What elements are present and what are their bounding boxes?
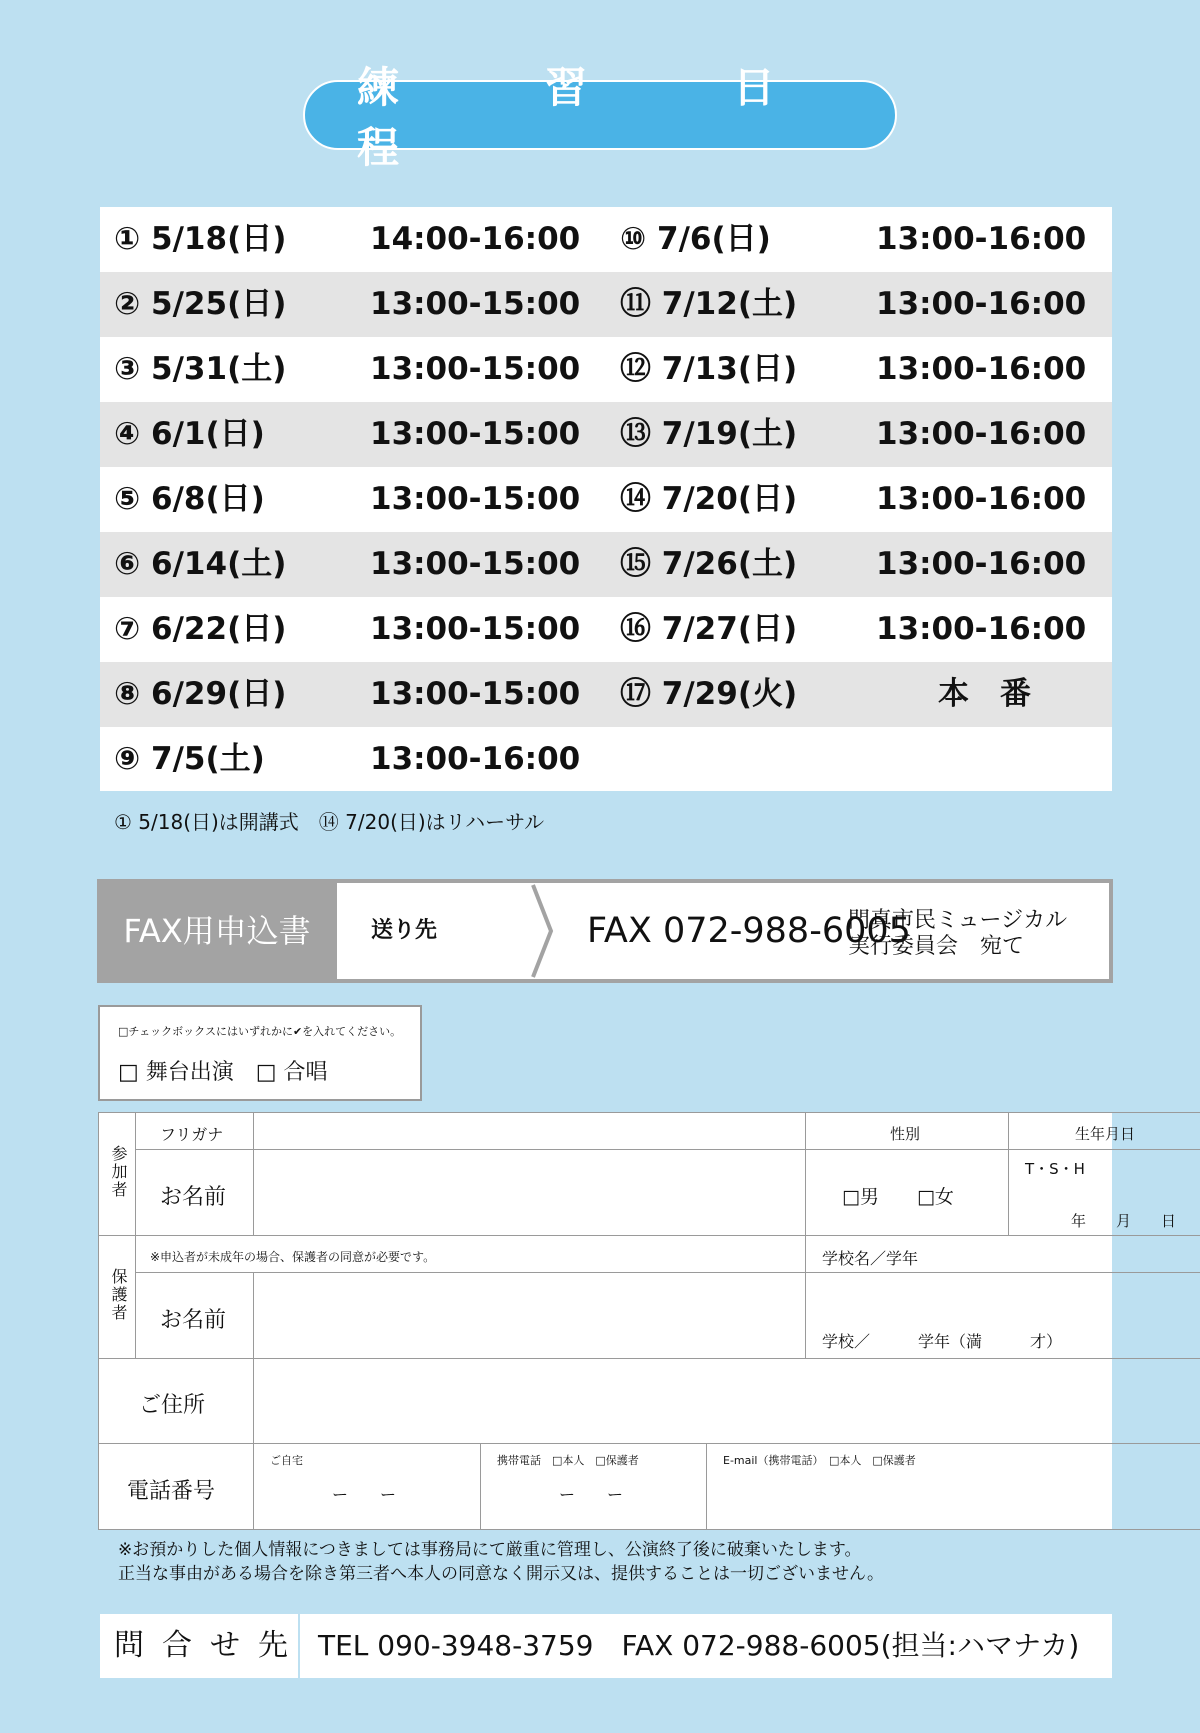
- birthdate-label-cell: [1008, 1112, 1200, 1150]
- guardian-name-label: お名前: [160, 1308, 227, 1333]
- schedule-table: [100, 207, 1112, 791]
- session-time: 13:00-15:00: [370, 481, 581, 517]
- schedule-row: [100, 662, 1112, 727]
- session-time: 13:00-16:00: [876, 221, 1087, 257]
- session-date: ① 5/18(日): [114, 221, 287, 257]
- phone-label: 電話番号: [127, 1479, 216, 1504]
- gender-field[interactable]: [805, 1149, 1009, 1236]
- session-date: ⑥ 6/14(土): [114, 546, 287, 582]
- name-label-cell: [135, 1149, 254, 1236]
- birthdate-label: 生年月日: [1075, 1125, 1136, 1143]
- session-time: 13:00-15:00: [370, 286, 581, 322]
- guardian-name-field[interactable]: [253, 1272, 806, 1359]
- birthdate-field[interactable]: [1008, 1149, 1200, 1236]
- performance-label: 本 番: [938, 676, 1031, 712]
- fax-destination-line: 門真市民ミュージカル: [848, 908, 1068, 933]
- guardian-note-cell: [135, 1235, 806, 1273]
- guardian-note: ※申込者が未成年の場合、保護者の同意が必要です。: [150, 1250, 436, 1264]
- session-time: 13:00-15:00: [370, 416, 581, 452]
- schedule-row: [100, 467, 1112, 532]
- page-title: 練 習 日 程: [303, 80, 897, 150]
- schedule-row: [100, 402, 1112, 467]
- session-time: 13:00-15:00: [370, 546, 581, 582]
- address-field[interactable]: [253, 1358, 1200, 1444]
- participant-section-label: [98, 1112, 136, 1236]
- contact-label: 問合せ先: [100, 1614, 300, 1678]
- session-time: 13:00-15:00: [370, 676, 581, 712]
- guardian-section-label: [98, 1235, 136, 1359]
- schedule-row: [100, 337, 1112, 402]
- school-field[interactable]: [805, 1272, 1200, 1359]
- furigana-field[interactable]: [253, 1112, 806, 1150]
- mobile-phone-field[interactable]: [480, 1443, 707, 1530]
- guardian-label: 保護者: [109, 1268, 128, 1322]
- schedule-row: [100, 532, 1112, 597]
- send-to-label: 送り先: [370, 918, 437, 943]
- fax-destination: [848, 908, 1067, 960]
- email-field[interactable]: [706, 1443, 1200, 1530]
- session-date: ⑭ 7/20(日): [620, 481, 798, 517]
- privacy-line: 正当な事由がある場合を除き第三者へ本人の同意なく開示又は、提供することは一切ございません。: [118, 1564, 885, 1584]
- address-label: ご住所: [139, 1393, 206, 1418]
- furigana-label-cell: [135, 1112, 254, 1150]
- checkbox-instruction: □チェックボックスにはいずれかに✔を入れてください。: [118, 1025, 402, 1038]
- phone-label-cell: [98, 1443, 254, 1530]
- privacy-line: ※お預かりした個人情報につきましては事務局にて厳重に管理し、公演終了後に破棄いたします。: [118, 1540, 862, 1560]
- session-time: 14:00-16:00: [370, 221, 581, 257]
- fax-destination-line: 実行委員会 宛て: [848, 934, 1025, 959]
- participation-options[interactable]: □ 舞台出演 □ 合唱: [118, 1060, 328, 1085]
- fax-number: FAX 072-988-6005: [587, 911, 911, 951]
- session-time: 13:00-16:00: [876, 416, 1087, 452]
- session-date: ⑯ 7/27(日): [620, 611, 798, 647]
- chevron-right-icon: [531, 883, 555, 979]
- session-time: 13:00-16:00: [876, 351, 1087, 387]
- participant-name-field[interactable]: [253, 1149, 806, 1236]
- gender-label: 性別: [890, 1125, 921, 1143]
- home-phone-dashes: ー ー: [332, 1485, 397, 1504]
- session-time: 13:00-16:00: [876, 481, 1087, 517]
- privacy-notice: [118, 1538, 884, 1586]
- name-label: お名前: [160, 1185, 227, 1210]
- address-label-cell: [98, 1358, 254, 1444]
- session-time: 13:00-15:00: [370, 611, 581, 647]
- session-date: ⑰ 7/29(火): [620, 676, 798, 712]
- session-time: 13:00-16:00: [876, 611, 1087, 647]
- schedule-row: [100, 272, 1112, 337]
- schedule-row: [100, 727, 1112, 792]
- session-date: ⑮ 7/26(土): [620, 546, 798, 582]
- school-line: 学校／ 学年（満 才）: [822, 1332, 1063, 1351]
- gender-label-cell: [805, 1112, 1009, 1150]
- session-date: ⑧ 6/29(日): [114, 676, 287, 712]
- session-date: ⑦ 6/22(日): [114, 611, 287, 647]
- ymd-label: 年 月 日: [1071, 1212, 1177, 1230]
- mobile-phone-label: 携帯電話 □本人 □保護者: [497, 1454, 639, 1467]
- session-date: ⑨ 7/5(土): [114, 741, 265, 777]
- era-options: T・S・H: [1025, 1160, 1085, 1178]
- application-form: [98, 1112, 1177, 1530]
- school-label: 学校名／学年: [822, 1249, 919, 1268]
- schedule-row: [100, 597, 1112, 662]
- session-time: 13:00-16:00: [876, 546, 1087, 582]
- email-label: E-mail（携帯電話） □本人 □保護者: [723, 1454, 916, 1467]
- session-date: ⑫ 7/13(日): [620, 351, 798, 387]
- home-phone-field[interactable]: [253, 1443, 481, 1530]
- session-time: 13:00-16:00: [876, 286, 1087, 322]
- session-date: ② 5/25(日): [114, 286, 287, 322]
- session-date: ⑪ 7/12(土): [620, 286, 798, 322]
- session-date: ⑩ 7/6(日): [620, 221, 771, 257]
- participation-type-box: [98, 1005, 422, 1101]
- fax-form-label: FAX用申込書: [123, 912, 311, 950]
- participant-label: 参加者: [109, 1145, 128, 1199]
- home-phone-label: ご自宅: [270, 1454, 303, 1467]
- furigana-label: フリガナ: [160, 1125, 224, 1144]
- session-date: ⑤ 6/8(日): [114, 481, 265, 517]
- gender-options: □男 □女: [842, 1186, 954, 1208]
- session-date: ⑬ 7/19(土): [620, 416, 798, 452]
- schedule-note: ① 5/18(日)は開講式 ⑭ 7/20(日)はリハーサル: [114, 810, 545, 834]
- session-date: ③ 5/31(土): [114, 351, 287, 387]
- schedule-row: [100, 207, 1112, 272]
- contact-info: TEL 090-3948-3759 FAX 072-988-6005(担当:ハマナカ): [318, 1629, 1080, 1662]
- guardian-name-label-cell: [135, 1272, 254, 1359]
- session-time: 13:00-16:00: [370, 741, 581, 777]
- school-label-cell: [805, 1235, 1200, 1273]
- mobile-phone-dashes: ー ー: [559, 1485, 624, 1504]
- contact-bar: [100, 1614, 1112, 1678]
- session-date: ④ 6/1(日): [114, 416, 265, 452]
- session-time: 13:00-15:00: [370, 351, 581, 387]
